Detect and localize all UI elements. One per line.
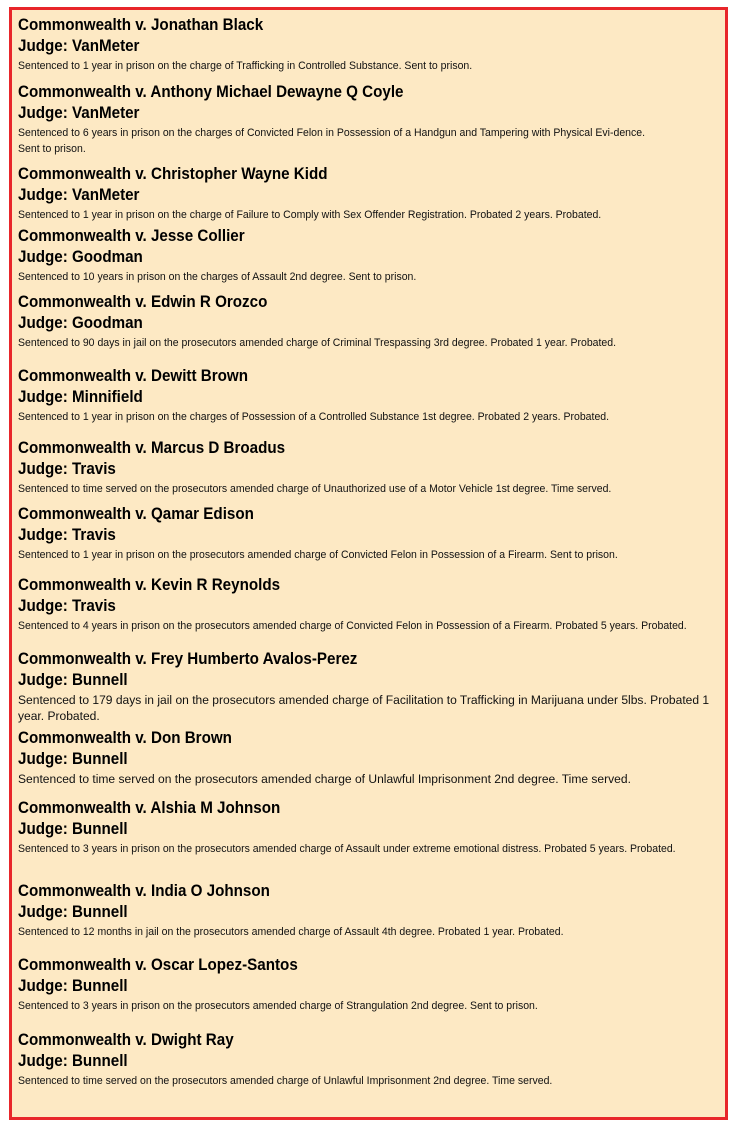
case-judge: Judge: Bunnell: [18, 820, 128, 838]
case-judge: Judge: Bunnell: [18, 903, 128, 921]
case-entry: [18, 292, 715, 351]
case-entry: [18, 504, 715, 563]
case-sentence: Sentenced to 90 days in jail on the prosecutors amended charge of Criminal Trespassing 3rd degree. Probated 1 year. Probated.: [18, 337, 617, 349]
case-entry: [18, 955, 715, 1014]
case-entry: [18, 226, 715, 285]
case-judge: Judge: VanMeter: [18, 37, 140, 55]
case-title: Commonwealth v. Anthony Michael Dewayne Q Coyle: [18, 83, 404, 101]
case-judge: Judge: Bunnell: [18, 1052, 128, 1070]
case-judge: Judge: Bunnell: [18, 977, 128, 995]
case-sentence: Sentenced to 4 years in prison on the prosecutors amended charge of Convicted Felon in Possession of a Firearm. Probated 5 years. Probated.: [18, 620, 687, 632]
case-sentence: Sentenced to 6 years in prison on the charges of Convicted Felon in Possession of a Handgun and Tampering with Physical Evi-dence. Sent to prison.: [18, 127, 646, 155]
case-entry: [18, 438, 715, 497]
case-title: Commonwealth v. Frey Humberto Avalos-Perez: [18, 650, 358, 668]
case-judge: Judge: Minnifield: [18, 388, 143, 406]
case-judge: Judge: Goodman: [18, 248, 143, 266]
case-title: Commonwealth v. Dewitt Brown: [18, 367, 248, 385]
case-entry: [18, 1030, 715, 1089]
case-title: Commonwealth v. Edwin R Orozco: [18, 293, 268, 311]
case-judge: Judge: Travis: [18, 460, 116, 478]
case-title: Commonwealth v. Kevin R Reynolds: [18, 576, 281, 594]
case-sentence: Sentenced to time served on the prosecutors amended charge of Unauthorized use of a Motor Vehicle 1st degree. Time served.: [18, 483, 612, 495]
case-judge: Judge: Travis: [18, 526, 116, 544]
case-title: Commonwealth v. Alshia M Johnson: [18, 799, 281, 817]
case-title: Commonwealth v. Oscar Lopez-Santos: [18, 956, 298, 974]
case-title: Commonwealth v. India O Johnson: [18, 882, 270, 900]
case-entry: [18, 82, 715, 157]
case-sentence: Sentenced to 10 years in prison on the charges of Assault 2nd degree. Sent to prison.: [18, 271, 417, 283]
case-title: Commonwealth v. Jesse Collier: [18, 227, 245, 245]
case-sentence: Sentenced to 3 years in prison on the prosecutors amended charge of Assault under extreme emotional distress. Probated 5 years. Probated.: [18, 843, 676, 855]
case-title: Commonwealth v. Don Brown: [18, 729, 232, 747]
case-entry: [18, 798, 715, 857]
case-title: Commonwealth v. Marcus D Broadus: [18, 439, 286, 457]
case-judge: Judge: Bunnell: [18, 750, 128, 768]
case-sentence: Sentenced to time served on the prosecutors amended charge of Unlawful Imprisonment 2nd degree. Time served.: [18, 1075, 553, 1087]
case-title: Commonwealth v. Dwight Ray: [18, 1031, 234, 1049]
case-sentence: Sentenced to 12 months in jail on the prosecutors amended charge of Assault 4th degree. Probated 1 year. Probated.: [18, 926, 564, 938]
case-judge: Judge: VanMeter: [18, 186, 140, 204]
case-title: Commonwealth v. Jonathan Black: [18, 16, 264, 34]
case-entry: [18, 164, 715, 223]
case-sentence: Sentenced to 1 year in prison on the prosecutors amended charge of Convicted Felon in Possession of a Firearm. Sent to prison.: [18, 549, 618, 561]
case-entry: [18, 728, 715, 787]
court-listings-panel: [9, 7, 728, 1120]
case-entry: [18, 649, 715, 724]
case-title: Commonwealth v. Christopher Wayne Kidd: [18, 165, 328, 183]
case-judge: Judge: VanMeter: [18, 104, 140, 122]
case-sentence: Sentenced to 1 year in prison on the charges of Possession of a Controlled Substance 1st degree. Probated 2 years. Probated.: [18, 411, 610, 423]
case-sentence: Sentenced to 1 year in prison on the charge of Trafficking in Controlled Substance. Sent to prison.: [18, 60, 473, 72]
case-sentence: Sentenced to 179 days in jail on the prosecutors amended charge of Facilitation to Trafficking in Marijuana under 5lbs. Probated 1 year. Probated.: [18, 693, 710, 723]
case-entry: [18, 15, 715, 74]
case-entry: [18, 881, 715, 940]
case-judge: Judge: Travis: [18, 597, 116, 615]
case-sentence: Sentenced to 3 years in prison on the prosecutors amended charge of Strangulation 2nd degree. Sent to prison.: [18, 1000, 538, 1012]
case-judge: Judge: Goodman: [18, 314, 143, 332]
case-judge: Judge: Bunnell: [18, 671, 128, 689]
case-entry: [18, 575, 715, 634]
case-entry: [18, 366, 715, 425]
case-sentence: Sentenced to time served on the prosecutors amended charge of Unlawful Imprisonment 2nd degree. Time served.: [18, 772, 631, 786]
case-sentence: Sentenced to 1 year in prison on the charge of Failure to Comply with Sex Offender Registration. Probated 2 years. Probated.: [18, 209, 602, 221]
case-title: Commonwealth v. Qamar Edison: [18, 505, 254, 523]
